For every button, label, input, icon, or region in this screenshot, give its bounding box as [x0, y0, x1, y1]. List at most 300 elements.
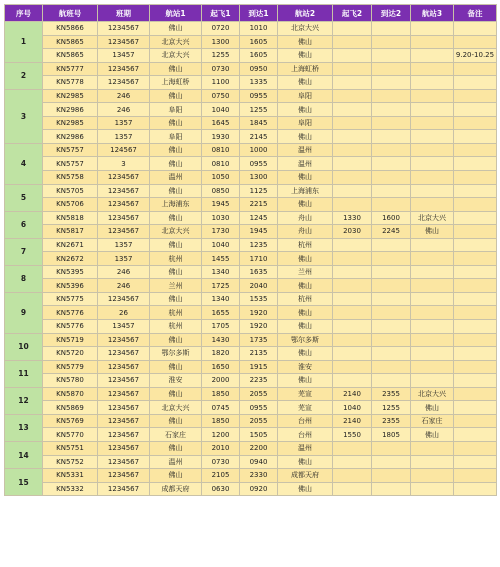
- departure-1-cell: 0810: [202, 143, 240, 157]
- arrival-2-cell: 2245: [372, 225, 411, 239]
- departure-2-cell: [333, 49, 372, 63]
- arrival-1-cell: 1505: [240, 428, 278, 442]
- flight-no-cell: KN5758: [43, 171, 98, 185]
- station-3-cell: [411, 22, 454, 36]
- remarks-cell: [454, 76, 497, 90]
- flight-no-cell: KN5777: [43, 62, 98, 76]
- remarks-cell: [454, 374, 497, 388]
- station-1-cell: 佛山: [150, 441, 202, 455]
- departure-2-cell: [333, 22, 372, 36]
- schedule-cell: 26: [98, 306, 150, 320]
- departure-1-cell: 2010: [202, 441, 240, 455]
- departure-1-cell: 1100: [202, 76, 240, 90]
- remarks-cell: [454, 360, 497, 374]
- schedule-cell: 3: [98, 157, 150, 171]
- schedule-cell: 124567: [98, 143, 150, 157]
- col-header-departure-2: 起飞2: [333, 5, 372, 22]
- remarks-cell: [454, 143, 497, 157]
- departure-2-cell: [333, 184, 372, 198]
- schedule-cell: 1234567: [98, 198, 150, 212]
- arrival-1-cell: 1605: [240, 35, 278, 49]
- flight-no-cell: KN5331: [43, 469, 98, 483]
- station-3-cell: 佛山: [411, 401, 454, 415]
- arrival-2-cell: [372, 455, 411, 469]
- station-3-cell: [411, 35, 454, 49]
- table-row: [5, 184, 497, 198]
- arrival-2-cell: [372, 320, 411, 334]
- table-row: [5, 252, 497, 266]
- departure-1-cell: 1300: [202, 35, 240, 49]
- arrival-1-cell: 0955: [240, 401, 278, 415]
- arrival-2-cell: 1805: [372, 428, 411, 442]
- group-index-cell: 5: [5, 184, 43, 211]
- col-header-departure-1: 起飞1: [202, 5, 240, 22]
- remarks-cell: [454, 35, 497, 49]
- station-1-cell: 佛山: [150, 387, 202, 401]
- station-2-cell: 阜阳: [278, 116, 333, 130]
- departure-1-cell: 1050: [202, 171, 240, 185]
- arrival-2-cell: [372, 347, 411, 361]
- schedule-cell: 1357: [98, 116, 150, 130]
- station-1-cell: 北京大兴: [150, 35, 202, 49]
- station-3-cell: [411, 157, 454, 171]
- departure-2-cell: [333, 157, 372, 171]
- station-1-cell: 佛山: [150, 211, 202, 225]
- station-3-cell: [411, 469, 454, 483]
- arrival-1-cell: 1000: [240, 143, 278, 157]
- flight-no-cell: KN5775: [43, 292, 98, 306]
- flight-no-cell: KN5757: [43, 157, 98, 171]
- station-1-cell: 成都天府: [150, 482, 202, 496]
- arrival-2-cell: [372, 333, 411, 347]
- remarks-cell: [454, 22, 497, 36]
- arrival-2-cell: [372, 184, 411, 198]
- departure-2-cell: [333, 130, 372, 144]
- arrival-2-cell: [372, 306, 411, 320]
- arrival-2-cell: [372, 22, 411, 36]
- arrival-1-cell: 1335: [240, 76, 278, 90]
- departure-2-cell: [333, 76, 372, 90]
- schedule-cell: 246: [98, 279, 150, 293]
- arrival-1-cell: 2200: [240, 441, 278, 455]
- arrival-2-cell: [372, 171, 411, 185]
- group-index-cell: 6: [5, 211, 43, 238]
- remarks-cell: [454, 103, 497, 117]
- remarks-cell: [454, 265, 497, 279]
- arrival-2-cell: [372, 89, 411, 103]
- station-1-cell: 石家庄: [150, 428, 202, 442]
- group-index-cell: 3: [5, 89, 43, 143]
- arrival-1-cell: 1605: [240, 49, 278, 63]
- table-row: [5, 469, 497, 483]
- schedule-cell: 1357: [98, 130, 150, 144]
- station-1-cell: 佛山: [150, 414, 202, 428]
- station-1-cell: 阜阳: [150, 130, 202, 144]
- departure-1-cell: 1850: [202, 414, 240, 428]
- flight-no-cell: KN5779: [43, 360, 98, 374]
- departure-2-cell: [333, 374, 372, 388]
- arrival-1-cell: 1010: [240, 22, 278, 36]
- schedule-cell: 1234567: [98, 225, 150, 239]
- departure-1-cell: 0720: [202, 22, 240, 36]
- station-1-cell: 佛山: [150, 22, 202, 36]
- table-row: [5, 292, 497, 306]
- station-1-cell: 佛山: [150, 89, 202, 103]
- arrival-1-cell: 0955: [240, 89, 278, 103]
- arrival-2-cell: [372, 103, 411, 117]
- station-3-cell: 北京大兴: [411, 387, 454, 401]
- table-row: [5, 35, 497, 49]
- arrival-2-cell: [372, 157, 411, 171]
- table-row: [5, 62, 497, 76]
- station-1-cell: 北京大兴: [150, 225, 202, 239]
- schedule-cell: 1234567: [98, 184, 150, 198]
- station-2-cell: 佛山: [278, 76, 333, 90]
- table-row: [5, 89, 497, 103]
- table-row: [5, 428, 497, 442]
- table-row: [5, 143, 497, 157]
- station-1-cell: 佛山: [150, 265, 202, 279]
- arrival-2-cell: [372, 62, 411, 76]
- table-row: [5, 116, 497, 130]
- flight-no-cell: KN5395: [43, 265, 98, 279]
- departure-1-cell: 1455: [202, 252, 240, 266]
- arrival-2-cell: [372, 130, 411, 144]
- flight-no-cell: KN2985: [43, 116, 98, 130]
- flight-no-cell: KN5780: [43, 374, 98, 388]
- group-index-cell: 4: [5, 143, 43, 184]
- station-2-cell: 佛山: [278, 482, 333, 496]
- table-row: [5, 374, 497, 388]
- station-1-cell: 佛山: [150, 292, 202, 306]
- arrival-2-cell: 1600: [372, 211, 411, 225]
- arrival-2-cell: [372, 360, 411, 374]
- arrival-1-cell: 1915: [240, 360, 278, 374]
- arrival-1-cell: 1245: [240, 211, 278, 225]
- station-3-cell: [411, 116, 454, 130]
- station-3-cell: [411, 184, 454, 198]
- station-2-cell: 上海虹桥: [278, 62, 333, 76]
- departure-1-cell: 0850: [202, 184, 240, 198]
- flight-no-cell: KN2671: [43, 238, 98, 252]
- departure-1-cell: 0630: [202, 482, 240, 496]
- station-3-cell: [411, 265, 454, 279]
- station-2-cell: 阜阳: [278, 89, 333, 103]
- table-row: [5, 441, 497, 455]
- schedule-cell: 1357: [98, 238, 150, 252]
- departure-2-cell: [333, 89, 372, 103]
- schedule-cell: 1234567: [98, 62, 150, 76]
- departure-2-cell: [333, 441, 372, 455]
- col-header-station-2: 航站2: [278, 5, 333, 22]
- arrival-1-cell: 2145: [240, 130, 278, 144]
- departure-2-cell: [333, 320, 372, 334]
- arrival-2-cell: [372, 374, 411, 388]
- flight-no-cell: KN5778: [43, 76, 98, 90]
- station-3-cell: 石家庄: [411, 414, 454, 428]
- remarks-cell: [454, 89, 497, 103]
- schedule-cell: 1234567: [98, 171, 150, 185]
- arrival-1-cell: 2040: [240, 279, 278, 293]
- remarks-cell: [454, 211, 497, 225]
- schedule-cell: 1234567: [98, 35, 150, 49]
- col-header-schedule: 班期: [98, 5, 150, 22]
- table-row: [5, 171, 497, 185]
- group-index-cell: 12: [5, 387, 43, 414]
- remarks-cell: [454, 455, 497, 469]
- station-2-cell: 佛山: [278, 35, 333, 49]
- flight-no-cell: KN5757: [43, 143, 98, 157]
- station-1-cell: 佛山: [150, 238, 202, 252]
- arrival-1-cell: 2055: [240, 414, 278, 428]
- flight-no-cell: KN5332: [43, 482, 98, 496]
- station-1-cell: 北京大兴: [150, 49, 202, 63]
- departure-1-cell: 1430: [202, 333, 240, 347]
- arrival-2-cell: 2355: [372, 414, 411, 428]
- station-2-cell: 温州: [278, 157, 333, 171]
- arrival-1-cell: 0950: [240, 62, 278, 76]
- station-2-cell: 佛山: [278, 130, 333, 144]
- departure-2-cell: 2030: [333, 225, 372, 239]
- flight-schedule-table: [4, 4, 497, 496]
- table-row: [5, 225, 497, 239]
- arrival-2-cell: [372, 279, 411, 293]
- schedule-cell: 1234567: [98, 401, 150, 415]
- col-header-station-1: 航站1: [150, 5, 202, 22]
- arrival-2-cell: [372, 116, 411, 130]
- group-index-cell: 1: [5, 22, 43, 63]
- arrival-2-cell: [372, 482, 411, 496]
- flight-no-cell: KN2986: [43, 103, 98, 117]
- group-index-cell: 13: [5, 414, 43, 441]
- station-1-cell: 杭州: [150, 306, 202, 320]
- arrival-1-cell: 1945: [240, 225, 278, 239]
- remarks-cell: [454, 469, 497, 483]
- remarks-cell: [454, 157, 497, 171]
- station-2-cell: 温州: [278, 143, 333, 157]
- arrival-1-cell: 2330: [240, 469, 278, 483]
- station-1-cell: 佛山: [150, 360, 202, 374]
- remarks-cell: [454, 184, 497, 198]
- group-index-cell: 8: [5, 265, 43, 292]
- departure-1-cell: 1030: [202, 211, 240, 225]
- table-row: [5, 49, 497, 63]
- station-1-cell: 上海虹桥: [150, 76, 202, 90]
- station-1-cell: 杭州: [150, 320, 202, 334]
- flight-no-cell: KN5752: [43, 455, 98, 469]
- station-2-cell: 杭州: [278, 292, 333, 306]
- flight-no-cell: KN5769: [43, 414, 98, 428]
- departure-2-cell: [333, 306, 372, 320]
- station-1-cell: 佛山: [150, 143, 202, 157]
- departure-2-cell: [333, 116, 372, 130]
- station-1-cell: 兰州: [150, 279, 202, 293]
- station-3-cell: [411, 333, 454, 347]
- departure-2-cell: 1330: [333, 211, 372, 225]
- schedule-cell: 246: [98, 103, 150, 117]
- table-row: [5, 333, 497, 347]
- group-index-cell: 14: [5, 441, 43, 468]
- table-row: [5, 130, 497, 144]
- remarks-cell: [454, 130, 497, 144]
- arrival-2-cell: [372, 35, 411, 49]
- remarks-cell: [454, 279, 497, 293]
- station-2-cell: 佛山: [278, 49, 333, 63]
- schedule-cell: 1234567: [98, 469, 150, 483]
- remarks-cell: [454, 292, 497, 306]
- arrival-1-cell: 0940: [240, 455, 278, 469]
- station-3-cell: [411, 347, 454, 361]
- station-1-cell: 佛山: [150, 116, 202, 130]
- station-2-cell: 芜宣: [278, 387, 333, 401]
- remarks-cell: [454, 428, 497, 442]
- arrival-1-cell: 1920: [240, 320, 278, 334]
- table-row: [5, 279, 497, 293]
- station-2-cell: 上海浦东: [278, 184, 333, 198]
- flight-no-cell: KN5776: [43, 306, 98, 320]
- table-row: [5, 360, 497, 374]
- arrival-1-cell: 2135: [240, 347, 278, 361]
- group-index-cell: 15: [5, 469, 43, 496]
- station-3-cell: [411, 130, 454, 144]
- schedule-cell: 1234567: [98, 428, 150, 442]
- departure-1-cell: 1725: [202, 279, 240, 293]
- station-3-cell: [411, 252, 454, 266]
- flight-no-cell: KN5866: [43, 22, 98, 36]
- arrival-1-cell: 1635: [240, 265, 278, 279]
- departure-1-cell: 1645: [202, 116, 240, 130]
- col-header-remarks: 备注: [454, 5, 497, 22]
- station-1-cell: 上海浦东: [150, 198, 202, 212]
- departure-1-cell: 0745: [202, 401, 240, 415]
- departure-2-cell: [333, 198, 372, 212]
- flight-no-cell: KN5865: [43, 49, 98, 63]
- table-row: [5, 103, 497, 117]
- remarks-cell: [454, 252, 497, 266]
- arrival-1-cell: 1235: [240, 238, 278, 252]
- station-3-cell: [411, 76, 454, 90]
- departure-1-cell: 1850: [202, 387, 240, 401]
- flight-no-cell: KN5396: [43, 279, 98, 293]
- group-index-cell: 11: [5, 360, 43, 387]
- table-row: [5, 22, 497, 36]
- station-3-cell: 佛山: [411, 225, 454, 239]
- arrival-1-cell: 1845: [240, 116, 278, 130]
- schedule-cell: 1234567: [98, 333, 150, 347]
- header-row: [5, 5, 497, 22]
- remarks-cell: [454, 225, 497, 239]
- arrival-1-cell: 0920: [240, 482, 278, 496]
- remarks-cell: [454, 347, 497, 361]
- remarks-cell: [454, 387, 497, 401]
- station-1-cell: 杭州: [150, 252, 202, 266]
- station-3-cell: [411, 292, 454, 306]
- arrival-1-cell: 2235: [240, 374, 278, 388]
- departure-1-cell: 1255: [202, 49, 240, 63]
- arrival-2-cell: [372, 238, 411, 252]
- station-1-cell: 鄂尔多斯: [150, 347, 202, 361]
- station-3-cell: 佛山: [411, 428, 454, 442]
- arrival-2-cell: [372, 143, 411, 157]
- station-1-cell: 温州: [150, 455, 202, 469]
- station-3-cell: [411, 441, 454, 455]
- station-2-cell: 温州: [278, 441, 333, 455]
- station-2-cell: 兰州: [278, 265, 333, 279]
- departure-2-cell: 2140: [333, 387, 372, 401]
- remarks-cell: [454, 333, 497, 347]
- departure-1-cell: 1340: [202, 265, 240, 279]
- table-row: [5, 387, 497, 401]
- arrival-1-cell: 1125: [240, 184, 278, 198]
- station-1-cell: 北京大兴: [150, 401, 202, 415]
- departure-2-cell: [333, 171, 372, 185]
- departure-1-cell: 1705: [202, 320, 240, 334]
- table-row: [5, 482, 497, 496]
- group-index-cell: 10: [5, 333, 43, 360]
- station-2-cell: 台州: [278, 414, 333, 428]
- table-row: [5, 76, 497, 90]
- departure-1-cell: 0730: [202, 62, 240, 76]
- arrival-1-cell: 1535: [240, 292, 278, 306]
- departure-1-cell: 1730: [202, 225, 240, 239]
- station-1-cell: 阜阳: [150, 103, 202, 117]
- schedule-cell: 13457: [98, 49, 150, 63]
- departure-1-cell: 1945: [202, 198, 240, 212]
- arrival-2-cell: 1255: [372, 401, 411, 415]
- departure-2-cell: [333, 238, 372, 252]
- remarks-cell: [454, 414, 497, 428]
- departure-2-cell: [333, 347, 372, 361]
- arrival-2-cell: [372, 76, 411, 90]
- departure-2-cell: 1040: [333, 401, 372, 415]
- schedule-cell: 1234567: [98, 360, 150, 374]
- departure-1-cell: 0810: [202, 157, 240, 171]
- departure-1-cell: 0730: [202, 455, 240, 469]
- flight-no-cell: KN2986: [43, 130, 98, 144]
- remarks-cell: 9.20-10.25: [454, 49, 497, 63]
- flight-no-cell: KN2672: [43, 252, 98, 266]
- departure-2-cell: [333, 252, 372, 266]
- flight-no-cell: KN5817: [43, 225, 98, 239]
- remarks-cell: [454, 441, 497, 455]
- station-3-cell: 北京大兴: [411, 211, 454, 225]
- col-header-flight-no: 航班号: [43, 5, 98, 22]
- departure-1-cell: 1655: [202, 306, 240, 320]
- station-3-cell: [411, 238, 454, 252]
- station-2-cell: 佛山: [278, 455, 333, 469]
- arrival-1-cell: 1300: [240, 171, 278, 185]
- flight-no-cell: KN5705: [43, 184, 98, 198]
- table-row: [5, 157, 497, 171]
- flight-no-cell: KN5720: [43, 347, 98, 361]
- departure-1-cell: 1930: [202, 130, 240, 144]
- departure-2-cell: [333, 455, 372, 469]
- remarks-cell: [454, 116, 497, 130]
- station-3-cell: [411, 482, 454, 496]
- arrival-1-cell: 1735: [240, 333, 278, 347]
- flight-no-cell: KN5865: [43, 35, 98, 49]
- station-2-cell: 北京大兴: [278, 22, 333, 36]
- departure-1-cell: 2000: [202, 374, 240, 388]
- table-row: [5, 238, 497, 252]
- table-row: [5, 401, 497, 415]
- station-3-cell: [411, 374, 454, 388]
- departure-2-cell: [333, 62, 372, 76]
- arrival-1-cell: 1710: [240, 252, 278, 266]
- station-3-cell: [411, 455, 454, 469]
- table-body: [5, 22, 497, 496]
- arrival-2-cell: [372, 441, 411, 455]
